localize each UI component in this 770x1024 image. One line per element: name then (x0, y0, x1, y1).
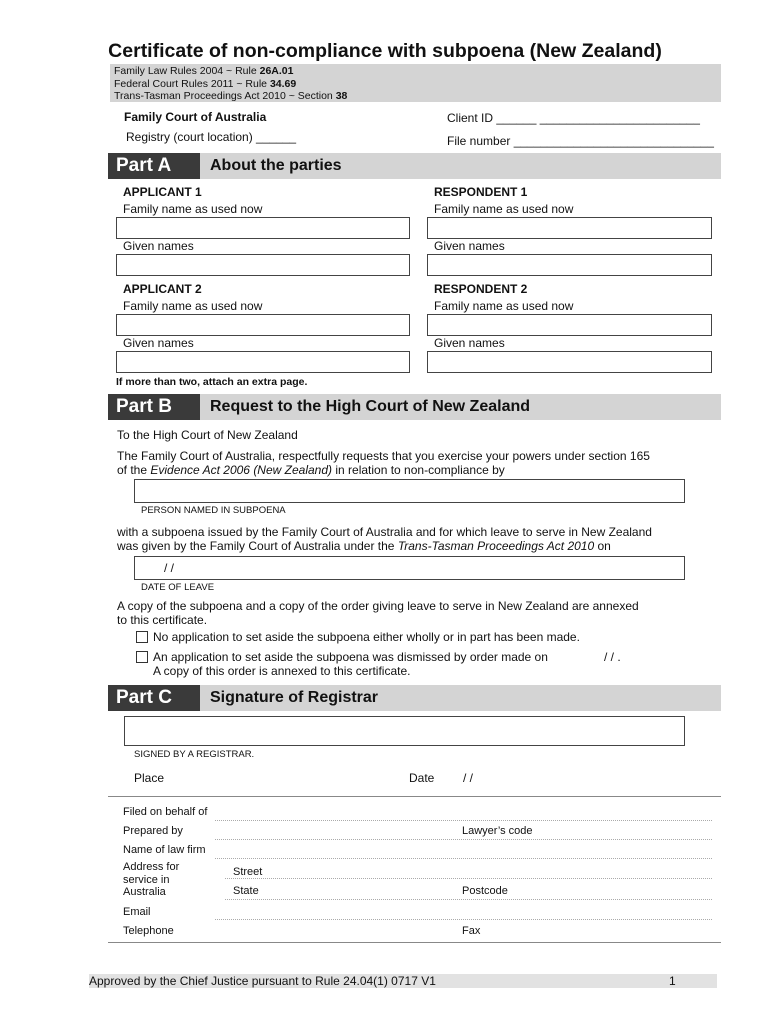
person-named-caption: PERSON NAMED IN SUBPOENA (141, 505, 286, 516)
rules-box (110, 64, 721, 102)
applicant2-family-input[interactable] (116, 314, 410, 336)
fax-label: Fax (462, 925, 481, 937)
part-b-para3-line1: A copy of the subpoena and a copy of the order giving leave to serve in New Zealand are annexed (117, 599, 639, 613)
respondent1-family-label: Family name as used now (434, 202, 574, 216)
court-name: Family Court of Australia (124, 110, 267, 124)
state-label: State (233, 885, 259, 897)
applicant1-family-label: Family name as used now (123, 202, 263, 216)
respondent2-family-input[interactable] (427, 314, 712, 336)
client-id-field[interactable]: Client ID ______ ________________________ (447, 111, 700, 125)
law-firm-line[interactable] (215, 858, 712, 859)
filed-on-behalf-line[interactable] (215, 820, 712, 821)
street-label: Street (233, 866, 263, 878)
part-c-heading: Signature of Registrar (210, 689, 379, 706)
date-label: Date (409, 771, 435, 785)
postcode-label: Postcode (462, 885, 508, 897)
email-line[interactable] (215, 919, 712, 920)
page-title: Certificate of non-compliance with subpoena (New Zealand) (108, 40, 662, 62)
signed-caption: SIGNED BY A REGISTRAR. (134, 749, 255, 760)
state-line[interactable] (225, 899, 712, 900)
rule-line-1: Family Law Rules 2004 ~ Rule 26A.01 (114, 65, 294, 77)
page-number: 1 (669, 974, 676, 988)
applicant1-given-input[interactable] (116, 254, 410, 276)
footer-bar (89, 974, 717, 988)
part-b-para3-line2: to this certificate. (117, 613, 208, 627)
filed-section-bottom-divider (108, 942, 721, 943)
no-application-label: No application to set aside the subpoena either wholly or in part has been made. (153, 630, 580, 644)
respondent2-family-label: Family name as used now (434, 299, 574, 313)
filed-section-top-divider (108, 796, 721, 797)
respondent1-heading: RESPONDENT 1 (434, 185, 528, 199)
respondent1-given-input[interactable] (427, 254, 712, 276)
part-b-para1-line2: of the Evidence Act 2006 (New Zealand) in relation to non-compliance by (117, 463, 505, 477)
rule-line-3: Trans-Tasman Proceedings Act 2010 ~ Section 38 (114, 90, 348, 102)
date-of-leave-caption: DATE OF LEAVE (141, 582, 215, 593)
date-of-leave-slashes: / / (164, 561, 175, 575)
street-line[interactable] (225, 878, 712, 879)
filed-on-behalf-label: Filed on behalf of (123, 806, 208, 818)
part-b-para2-line1: with a subpoena issued by the Family Court of Australia and for which leave to serve in New Zealand (117, 525, 652, 539)
applicant2-given-label: Given names (123, 336, 194, 350)
person-named-input[interactable] (134, 479, 685, 503)
applicant2-family-label: Family name as used now (123, 299, 263, 313)
part-b-para1-line1: The Family Court of Australia, respectfully requests that you exercise your powers under section 165 (117, 449, 650, 463)
law-firm-label: Name of law firm (123, 844, 206, 856)
footer-approval-text: Approved by the Chief Justice pursuant to Rule 24.04(1) 0717 V1 (89, 974, 436, 988)
dismissed-order-note: A copy of this order is annexed to this certificate. (153, 664, 411, 678)
rule-line-2: Federal Court Rules 2011 ~ Rule 34.69 (114, 77, 297, 90)
respondent1-family-input[interactable] (427, 217, 712, 239)
applicant2-given-input[interactable] (116, 351, 410, 373)
email-label: Email (123, 906, 151, 918)
part-b-para2-line2: was given by the Family Court of Australia under the Trans-Tasman Proceedings Act 2010 on (117, 539, 611, 553)
application-dismissed-checkbox[interactable] (136, 651, 148, 663)
part-a-heading: About the parties (210, 157, 342, 174)
respondent2-heading: RESPONDENT 2 (434, 282, 528, 296)
respondent2-given-input[interactable] (427, 351, 712, 373)
part-b-to: To the High Court of New Zealand (117, 428, 298, 442)
respondent2-given-label: Given names (434, 336, 505, 350)
applicant2-heading: APPLICANT 2 (123, 282, 202, 296)
part-c-label: Part C (108, 685, 200, 711)
address-label: Address for service in Australia (123, 861, 180, 898)
lawyers-code-label: Lawyer’s code (462, 825, 533, 837)
respondent1-given-label: Given names (434, 239, 505, 253)
place-label: Place (134, 771, 165, 785)
part-a-label: Part A (108, 153, 200, 179)
prepared-by-label: Prepared by (123, 825, 183, 837)
applicant1-heading: APPLICANT 1 (123, 185, 202, 199)
registrar-signature-field[interactable] (124, 716, 685, 746)
applicant1-family-input[interactable] (116, 217, 410, 239)
prepared-by-line[interactable] (215, 839, 712, 840)
extra-page-note: If more than two, attach an extra page. (116, 376, 308, 388)
no-application-checkbox[interactable] (136, 631, 148, 643)
registry-field[interactable]: Registry (court location) ______ (126, 130, 297, 144)
date-of-leave-input[interactable] (134, 556, 685, 580)
dismissed-date-slashes[interactable]: / / . (604, 650, 621, 664)
signature-date-slashes[interactable]: / / (463, 771, 474, 785)
part-b-heading: Request to the High Court of New Zealand (210, 398, 531, 415)
telephone-label: Telephone (123, 925, 174, 937)
application-dismissed-label: An application to set aside the subpoena was dismissed by order made on (153, 650, 548, 664)
file-number-field[interactable]: File number ______________________________ (447, 134, 714, 148)
part-b-label: Part B (108, 394, 200, 420)
applicant1-given-label: Given names (123, 239, 194, 253)
